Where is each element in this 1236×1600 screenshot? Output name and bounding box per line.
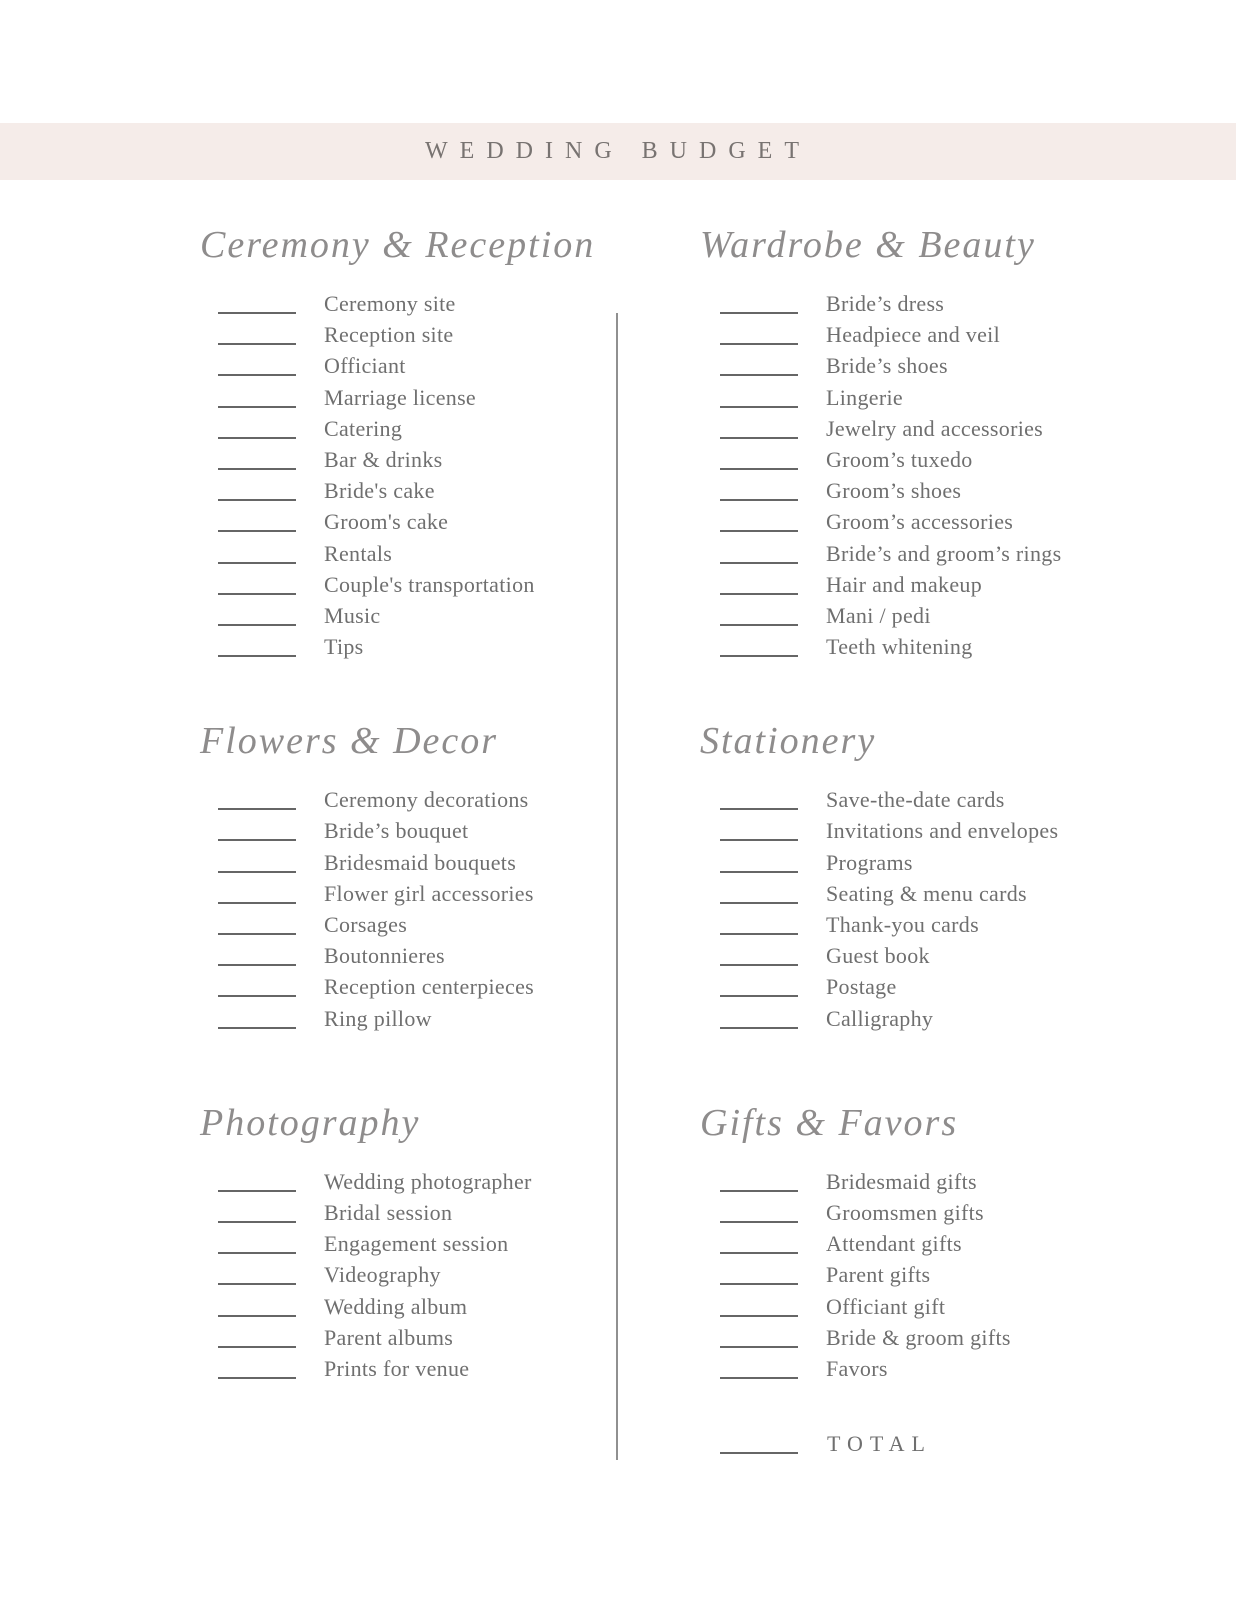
amount-blank-line[interactable] <box>720 530 798 532</box>
section-rows <box>0 1169 617 1387</box>
section-title: Stationery <box>700 720 877 763</box>
budget-line-item <box>218 881 617 912</box>
budget-line-item <box>218 509 617 540</box>
budget-line-item <box>720 881 1236 912</box>
item-label: Ceremony site <box>324 291 456 316</box>
item-label: Mani / pedi <box>826 602 931 628</box>
budget-line-item <box>720 385 1236 416</box>
item-label: Rentals <box>324 540 393 566</box>
amount-blank-line[interactable] <box>218 499 296 501</box>
item-label: Calligraphy <box>826 1005 934 1031</box>
budget-line-item <box>218 447 617 478</box>
amount-blank-line[interactable] <box>720 499 798 501</box>
amount-blank-line[interactable] <box>218 374 296 376</box>
item-label: Programs <box>826 849 913 875</box>
item-label: Groomsmen gifts <box>826 1199 984 1225</box>
amount-blank-line[interactable] <box>720 839 798 841</box>
amount-blank-line[interactable] <box>720 1283 798 1285</box>
amount-blank-line[interactable] <box>720 1346 798 1348</box>
amount-blank-line[interactable] <box>218 1190 296 1192</box>
item-label: Parent gifts <box>826 1262 931 1288</box>
item-label: Boutonnieres <box>324 943 445 969</box>
budget-line-item <box>720 912 1236 943</box>
item-label: Videography <box>324 1262 441 1288</box>
content <box>0 179 1236 1600</box>
amount-blank-line[interactable] <box>720 312 798 314</box>
section-title: Wardrobe & Beauty <box>700 224 1036 266</box>
amount-blank-line[interactable] <box>218 839 296 841</box>
section-rows <box>0 291 617 665</box>
total-label: TOTAL <box>827 1431 932 1457</box>
item-label: Reception centerpieces <box>324 974 534 1000</box>
budget-line-item <box>720 541 1236 572</box>
budget-line-item <box>218 478 617 509</box>
item-label: Hair and makeup <box>826 571 982 597</box>
item-label: Bar & drinks <box>324 446 443 472</box>
amount-blank-line[interactable] <box>218 562 296 564</box>
amount-blank-line[interactable] <box>218 1283 296 1285</box>
budget-section <box>619 1095 1236 1387</box>
page-title: WEDDING BUDGET <box>425 138 811 164</box>
item-label: Bride’s shoes <box>826 353 948 379</box>
amount-blank-line[interactable] <box>720 995 798 997</box>
amount-blank-line[interactable] <box>720 933 798 935</box>
amount-blank-line[interactable] <box>218 624 296 626</box>
item-label: Postage <box>826 974 897 1000</box>
budget-line-item <box>218 974 617 1005</box>
item-label: Guest book <box>826 943 930 969</box>
amount-blank-line[interactable] <box>218 808 296 810</box>
budget-line-item <box>218 416 617 447</box>
item-label: Corsages <box>324 912 408 937</box>
budget-line-item <box>720 572 1236 603</box>
item-label: Ring pillow <box>324 1005 432 1031</box>
item-label: Thank-you cards <box>826 912 979 937</box>
budget-line-item <box>720 509 1236 540</box>
item-label: Groom's cake <box>324 509 449 535</box>
amount-blank-line[interactable] <box>218 406 296 408</box>
amount-blank-line[interactable] <box>218 593 296 595</box>
section-rows <box>619 787 1236 1037</box>
amount-blank-line[interactable] <box>218 964 296 966</box>
budget-line-item <box>218 1231 617 1262</box>
budget-line-item <box>720 291 1236 322</box>
amount-blank-line[interactable] <box>720 468 798 470</box>
budget-line-item <box>720 1262 1236 1293</box>
item-label: Bride’s bouquet <box>324 818 469 844</box>
budget-line-item <box>218 1169 617 1200</box>
budget-line-item <box>218 1262 617 1293</box>
budget-line-item <box>720 1294 1236 1325</box>
item-label: Bridesmaid gifts <box>826 1168 977 1194</box>
budget-line-item <box>218 322 617 353</box>
budget-line-item <box>218 1325 617 1356</box>
amount-blank-line[interactable] <box>218 1377 296 1379</box>
amount-blank-line[interactable] <box>218 312 296 314</box>
item-label: Attendant gifts <box>826 1231 962 1257</box>
item-label: Officiant <box>324 353 406 379</box>
item-label: Bride’s and groom’s rings <box>826 540 1062 566</box>
amount-blank-line[interactable] <box>218 902 296 904</box>
section-rows <box>619 291 1236 665</box>
budget-line-item <box>720 1231 1236 1262</box>
amount-blank-line[interactable] <box>218 1027 296 1029</box>
budget-line-item <box>720 353 1236 384</box>
item-label: Groom’s tuxedo <box>826 446 973 472</box>
total-amount-blank-line[interactable] <box>720 1452 798 1454</box>
budget-line-item <box>218 385 617 416</box>
right-sections <box>619 217 1236 1387</box>
amount-blank-line[interactable] <box>218 933 296 935</box>
amount-blank-line[interactable] <box>218 1252 296 1254</box>
item-label: Music <box>324 602 381 628</box>
budget-line-item <box>218 291 617 322</box>
amount-blank-line[interactable] <box>720 808 798 810</box>
budget-line-item <box>720 974 1236 1005</box>
amount-blank-line[interactable] <box>720 902 798 904</box>
amount-blank-line[interactable] <box>720 655 798 657</box>
item-label: Wedding photographer <box>324 1168 532 1194</box>
amount-blank-line[interactable] <box>218 530 296 532</box>
item-label: Bridal session <box>324 1199 453 1225</box>
budget-line-item <box>720 787 1236 818</box>
section-title: Ceremony & Reception <box>200 224 596 266</box>
amount-blank-line[interactable] <box>720 1027 798 1029</box>
section-rows <box>0 787 617 1037</box>
budget-line-item <box>218 1294 617 1325</box>
budget-line-item <box>720 416 1236 447</box>
budget-line-item <box>218 634 617 665</box>
amount-blank-line[interactable] <box>218 1315 296 1317</box>
budget-line-item <box>720 943 1236 974</box>
budget-section <box>0 217 617 665</box>
item-label: Bride’s dress <box>826 291 945 316</box>
left-column <box>0 179 617 1387</box>
amount-blank-line[interactable] <box>720 437 798 439</box>
amount-blank-line[interactable] <box>218 995 296 997</box>
section-title: Flowers & Decor <box>200 720 499 763</box>
amount-blank-line[interactable] <box>218 468 296 470</box>
budget-line-item <box>218 787 617 818</box>
item-label: Bride & groom gifts <box>826 1324 1011 1350</box>
item-label: Bridesmaid bouquets <box>324 849 517 875</box>
item-label: Reception site <box>324 322 454 348</box>
item-label: Engagement session <box>324 1231 509 1257</box>
amount-blank-line[interactable] <box>218 871 296 873</box>
item-label: Teeth whitening <box>826 634 973 660</box>
right-column <box>619 179 1236 1462</box>
section-title: Photography <box>200 1101 421 1144</box>
item-label: Bride's cake <box>324 478 435 504</box>
budget-section <box>0 1095 617 1387</box>
total-row <box>720 1431 1236 1462</box>
budget-line-item <box>218 1006 617 1037</box>
budget-line-item <box>720 447 1236 478</box>
amount-blank-line[interactable] <box>218 655 296 657</box>
budget-line-item <box>218 603 617 634</box>
budget-line-item <box>218 353 617 384</box>
budget-line-item <box>218 1356 617 1387</box>
budget-line-item <box>720 478 1236 509</box>
amount-blank-line[interactable] <box>720 343 798 345</box>
amount-blank-line[interactable] <box>720 1252 798 1254</box>
amount-blank-line[interactable] <box>218 1346 296 1348</box>
item-label: Seating & menu cards <box>826 880 1027 906</box>
amount-blank-line[interactable] <box>720 871 798 873</box>
budget-section <box>619 713 1236 1037</box>
column-divider <box>616 313 618 1460</box>
section-title: Gifts & Favors <box>700 1101 959 1144</box>
budget-line-item <box>218 1200 617 1231</box>
amount-blank-line[interactable] <box>720 406 798 408</box>
item-label: Headpiece and veil <box>826 322 1000 348</box>
item-label: Groom’s shoes <box>826 478 962 504</box>
item-label: Invitations and envelopes <box>826 818 1059 844</box>
item-label: Ceremony decorations <box>324 787 529 813</box>
amount-blank-line[interactable] <box>720 1315 798 1317</box>
budget-line-item <box>720 603 1236 634</box>
header-band <box>0 123 1236 180</box>
amount-blank-line[interactable] <box>218 343 296 345</box>
amount-blank-line[interactable] <box>720 1221 798 1223</box>
budget-line-item <box>218 912 617 943</box>
item-label: Jewelry and accessories <box>826 415 1044 441</box>
item-label: Save-the-date cards <box>826 787 1005 813</box>
item-label: Lingerie <box>826 384 903 410</box>
amount-blank-line[interactable] <box>720 1190 798 1192</box>
budget-line-item <box>720 818 1236 849</box>
item-label: Tips <box>324 634 364 660</box>
item-label: Couple's transportation <box>324 571 535 597</box>
budget-line-item <box>720 1325 1236 1356</box>
amount-blank-line[interactable] <box>218 437 296 439</box>
amount-blank-line[interactable] <box>218 1221 296 1223</box>
budget-line-item <box>218 572 617 603</box>
budget-line-item <box>720 1169 1236 1200</box>
item-label: Favors <box>826 1355 888 1381</box>
budget-line-item <box>720 1006 1236 1037</box>
amount-blank-line[interactable] <box>720 374 798 376</box>
budget-line-item <box>720 322 1236 353</box>
budget-line-item <box>720 1200 1236 1231</box>
section-rows <box>619 1169 1236 1387</box>
item-label: Officiant gift <box>826 1293 946 1319</box>
budget-line-item <box>218 818 617 849</box>
budget-line-item <box>218 541 617 572</box>
amount-blank-line[interactable] <box>720 964 798 966</box>
budget-line-item <box>218 850 617 881</box>
amount-blank-line[interactable] <box>720 1377 798 1379</box>
amount-blank-line[interactable] <box>720 593 798 595</box>
budget-section <box>0 713 617 1037</box>
amount-blank-line[interactable] <box>720 562 798 564</box>
budget-section <box>619 217 1236 665</box>
item-label: Prints for venue <box>324 1355 470 1381</box>
amount-blank-line[interactable] <box>720 624 798 626</box>
item-label: Flower girl accessories <box>324 880 534 906</box>
item-label: Catering <box>324 415 403 441</box>
budget-line-item <box>218 943 617 974</box>
item-label: Parent albums <box>324 1324 454 1350</box>
budget-line-item <box>720 1356 1236 1387</box>
budget-line-item <box>720 850 1236 881</box>
item-label: Marriage license <box>324 384 476 410</box>
item-label: Groom’s accessories <box>826 509 1014 535</box>
item-label: Wedding album <box>324 1293 468 1319</box>
budget-line-item <box>720 634 1236 665</box>
